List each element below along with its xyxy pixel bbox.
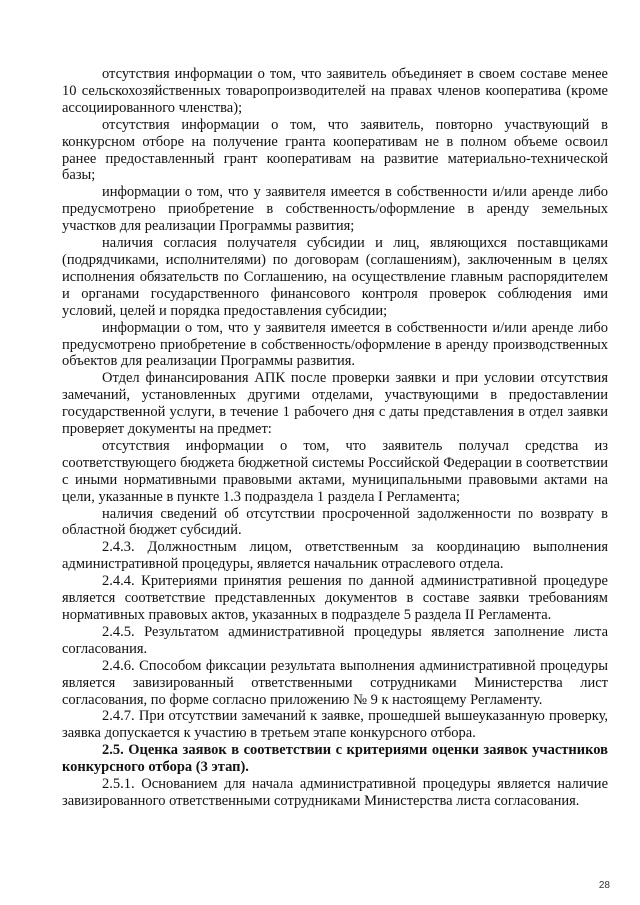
paragraph: 2.4.7. При отсутствии замечаний к заявке, прошедшей вышеуказанную проверку, заявка допускается к участию в третьем этапе конкурсного отбора.	[62, 708, 608, 742]
paragraph: отсутствия информации о том, что заявитель объединяет в своем составе менее 10 сельскохозяйственных товаропроизводителей на правах членов кооператива (кроме ассоциированного членства);	[62, 66, 608, 116]
paragraph: информации о том, что у заявителя имеется в собственности и/или аренде либо предусмотрено приобретение в собственность/оформление в аренду производственных объектов для реализации Программы развития.	[62, 319, 608, 370]
section-heading: 2.5. Оценка заявок в соответствии с критериями оценки заявок участников конкурсного отбора (3 этап).	[62, 742, 608, 776]
paragraph: 2.4.6. Способом фиксации результата выполнения административной процедуры является завизированный ответственными сотрудниками Министерства лист согласования, по форме согласно приложению № 9 к настоящему Регламенту.	[62, 657, 608, 708]
paragraph: 2.4.4. Критериями принятия решения по данной административной процедуре является соответствие представленных документов в составе заявки требованиям нормативных правовых актов, указанных в подразделе 5 раздела II Регламента.	[62, 573, 608, 623]
paragraph: информации о том, что у заявителя имеется в собственности и/или аренде либо предусмотрено приобретение в собственность/оформление в аренду земельных участков для реализации Программы развития;	[62, 184, 608, 235]
paragraph: 2.4.3. Должностным лицом, ответственным за координацию выполнения административной процедуры, является начальник отраслевого отдела.	[62, 539, 608, 573]
page-number: 28	[598, 880, 610, 891]
paragraph: 2.4.5. Результатом административной процедуры является заполнение листа согласования.	[62, 623, 608, 657]
paragraph: отсутствия информации о том, что заявитель, повторно участвующий в конкурсном отборе на получение гранта кооперативам не в полном объеме освоил ранее предоставленный грант кооперативам на развитие материально-технической базы;	[62, 116, 608, 184]
paragraph: 2.5.1. Основанием для начала административной процедуры является наличие завизированного ответственными сотрудниками Министерства листа согласования.	[62, 776, 608, 809]
paragraph: Отдел финансирования АПК после проверки заявки и при условии отсутствия замечаний, установленных другими отделами, участвующими в предоставлении государственной услуги, в течение 1 рабочего дня с даты представления в отдел заявки проверяет документы на предмет:	[62, 370, 608, 438]
paragraph: отсутствия информации о том, что заявитель получал средства из соответствующего бюджета бюджетной системы Российской Федерации в соответствии с иными нормативными правовыми актами, муниципальными правовыми актами на цели, указанные в пункте 1.3 подраздела 1 раздела I Регламента;	[62, 437, 608, 505]
paragraph: наличия сведений об отсутствии просроченной задолженности по возврату в областной бюджет субсидий.	[62, 505, 608, 539]
paragraph: наличия согласия получателя субсидии и лиц, являющихся поставщиками (подрядчиками, исполнителями) по договорам (соглашениям), заключенным в целях исполнения обязательств по Соглашению, на осуществление главным распорядителем и органами государственного финансового контроля проверок соблюдения ими условий, целей и порядка предоставления субсидии;	[62, 235, 608, 319]
document-page	[62, 66, 608, 810]
